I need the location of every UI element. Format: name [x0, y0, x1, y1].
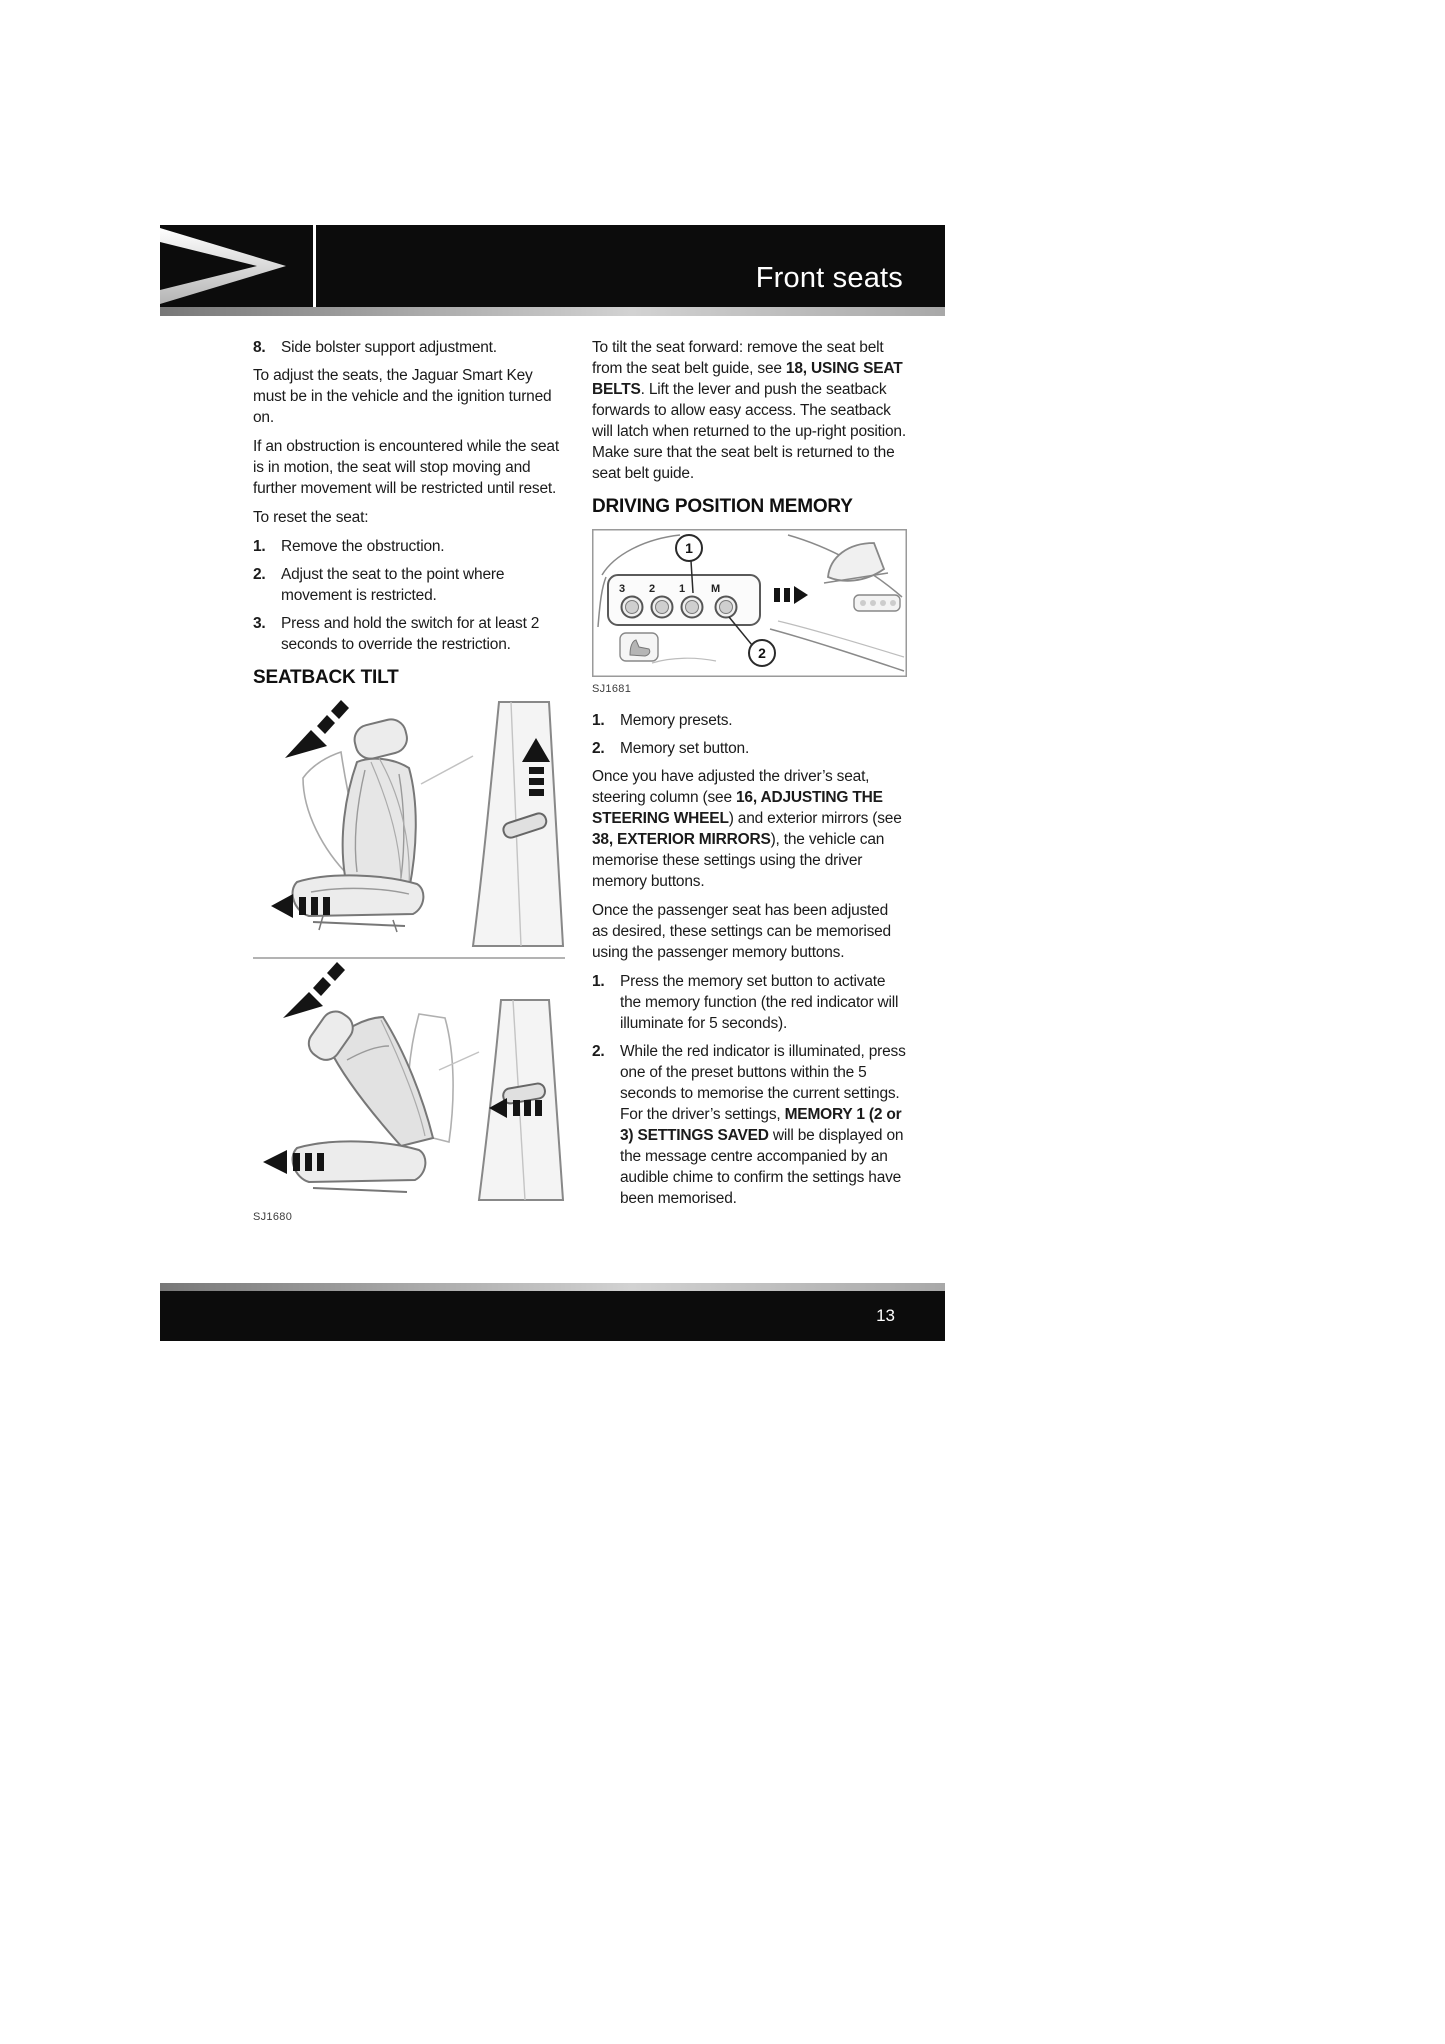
- list-number: 8.: [253, 339, 266, 356]
- list-number: 1.: [592, 973, 605, 990]
- list-text: Press and hold the switch for at least 2 seconds to override the restriction.: [281, 615, 540, 653]
- paragraph: Once the passenger seat has been adjusted as desired, these settings can be memorised using the passenger memory buttons.: [592, 902, 891, 961]
- left-column: [253, 337, 565, 1238]
- list-text: Side bolster support adjustment.: [281, 339, 497, 356]
- list-item-8: [253, 337, 565, 358]
- lever-detail-up-illustration: [473, 702, 563, 946]
- jaguar-chevron-logo: [160, 225, 312, 307]
- figure-label: SJ1680: [253, 1211, 293, 1223]
- seatback-tilt-figure: [253, 700, 565, 1228]
- list-text: Memory presets.: [620, 712, 733, 729]
- seatback-tilt-figure-art: [253, 700, 565, 1205]
- logo-divider: [313, 225, 316, 307]
- callout-2-number: 2: [758, 645, 766, 661]
- seat-upright-illustration: [271, 700, 473, 932]
- figure-label: SJ1681: [592, 683, 632, 695]
- reset-step-1: [253, 536, 565, 557]
- list-text: While the red indicator is illuminated, press one of the preset buttons within the 5 seconds to memorise the current settings. For the driver’s settings, MEMORY 1 (2 or 3) SETTINGS SAVED will be displayed on the message centre accompanied by an audible chime to confirm the settings have been memorised.: [620, 1043, 906, 1207]
- page-title: Front seats: [755, 262, 903, 294]
- driving-position-memory-figure: [592, 529, 907, 700]
- list-text: Remove the obstruction.: [281, 538, 445, 555]
- seat-folded-illustration: [263, 962, 479, 1192]
- preset-1-label: 1: [679, 583, 686, 595]
- seatback-fold-arrow-icon: [283, 962, 345, 1018]
- list-number: 1.: [253, 538, 266, 555]
- page-footer: [160, 1291, 945, 1341]
- list-number: 1.: [592, 712, 605, 729]
- callout-1-number: 1: [685, 540, 693, 556]
- list-number: 2.: [592, 740, 605, 757]
- lever-detail-release-illustration: [479, 1000, 563, 1200]
- page-header: [160, 225, 945, 307]
- list-number: 2.: [592, 1043, 605, 1060]
- paragraph: To tilt the seat forward: remove the seat belt from the seat belt guide, see 18, USING SEAT BELTS. Lift the lever and push the seatback forwards to allow easy access. The seatback will latch when returned to the up-right position. Make sure that the seat belt is returned to the seat belt guide.: [592, 339, 906, 482]
- list-text: Adjust the seat to the point where movement is restricted.: [281, 566, 505, 604]
- preset-2-label: 2: [649, 583, 656, 595]
- paragraph: To reset the seat:: [253, 509, 369, 526]
- paragraph: Once you have adjusted the driver’s seat, steering column (see 16, ADJUSTING THE STEERING WHEEL) and exterior mirrors (see 38, EXTERIOR MIRRORS), the vehicle can memorise these settings using the driver memory buttons.: [592, 768, 902, 890]
- list-text: Memory set button.: [620, 740, 750, 757]
- memory-step-2: [592, 1041, 907, 1209]
- seatback-tilt-heading: SEATBACK TILT: [253, 667, 399, 688]
- footer-gradient-rule: [160, 1283, 945, 1291]
- memory-step-1: [592, 971, 907, 1034]
- list-text: Press the memory set button to activate the memory function (the red indicator will illuminate for 5 seconds).: [620, 973, 899, 1032]
- chevron-icon: [160, 225, 312, 307]
- paragraph: To adjust the seats, the Jaguar Smart Key must be in the vehicle and the ignition turned on.: [253, 367, 552, 426]
- window-switch-pack-icon: [854, 595, 900, 611]
- driving-position-memory-heading: DRIVING POSITION MEMORY: [592, 496, 853, 517]
- legend-item-1: [592, 710, 907, 731]
- legend-item-2: [592, 738, 907, 759]
- reset-step-3: [253, 613, 565, 655]
- memory-buttons-figure-art: [592, 529, 907, 677]
- seatback-fold-arrow-icon: [285, 700, 349, 758]
- paragraph: If an obstruction is encountered while the seat is in motion, the seat will stop moving and further movement will be restricted until reset.: [253, 438, 559, 497]
- preset-3-label: 3: [619, 583, 626, 595]
- headrest: [351, 716, 410, 762]
- list-number: 3.: [253, 615, 266, 632]
- memory-set-label: M: [711, 583, 721, 595]
- memory-button-panel: [608, 575, 760, 625]
- list-number: 2.: [253, 566, 266, 583]
- reset-step-2: [253, 564, 565, 606]
- seat-adjust-icon: [620, 633, 658, 661]
- page-number: 13: [876, 1306, 895, 1325]
- right-column: [592, 337, 907, 1216]
- header-gradient-rule: [160, 307, 945, 316]
